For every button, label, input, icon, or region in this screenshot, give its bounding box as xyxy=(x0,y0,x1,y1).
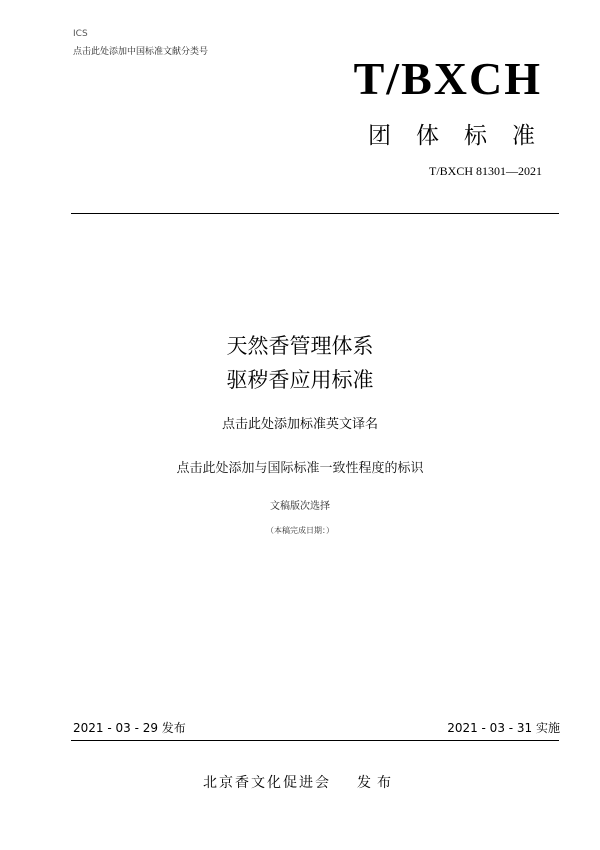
implement-date: 2021 - 03 - 31 实施 xyxy=(447,721,560,735)
finish-date-label: （本稿完成日期：） xyxy=(266,526,334,535)
english-title-placeholder[interactable]: 点击此处添加标准英文译名 xyxy=(221,417,378,432)
title-line-1: 天然香管理体系 xyxy=(226,334,374,358)
classification-placeholder[interactable]: 点击此处添加中国标准文献分类号 xyxy=(73,47,209,57)
publish-date: 2021 - 03 - 29 发布 xyxy=(73,721,186,735)
publish-label: 发布 xyxy=(357,775,397,791)
standard-number: T/BXCH 81301—2021 xyxy=(428,164,542,178)
draft-stage-select[interactable]: 文稿版次选择 xyxy=(270,501,330,512)
ics-label: ICS xyxy=(73,29,88,39)
publisher xyxy=(0,772,600,792)
publisher-organization: 北京香文化促进会 xyxy=(203,775,331,791)
consistency-placeholder[interactable]: 点击此处添加与国际标准一致性程度的标识 xyxy=(176,461,424,476)
footer-divider xyxy=(71,740,559,741)
header-divider xyxy=(71,213,559,214)
title-line-2: 驱秽香应用标准 xyxy=(226,368,374,392)
standard-code: T/BXCH xyxy=(353,53,542,104)
standard-type-label: 团体标准 xyxy=(368,123,560,149)
